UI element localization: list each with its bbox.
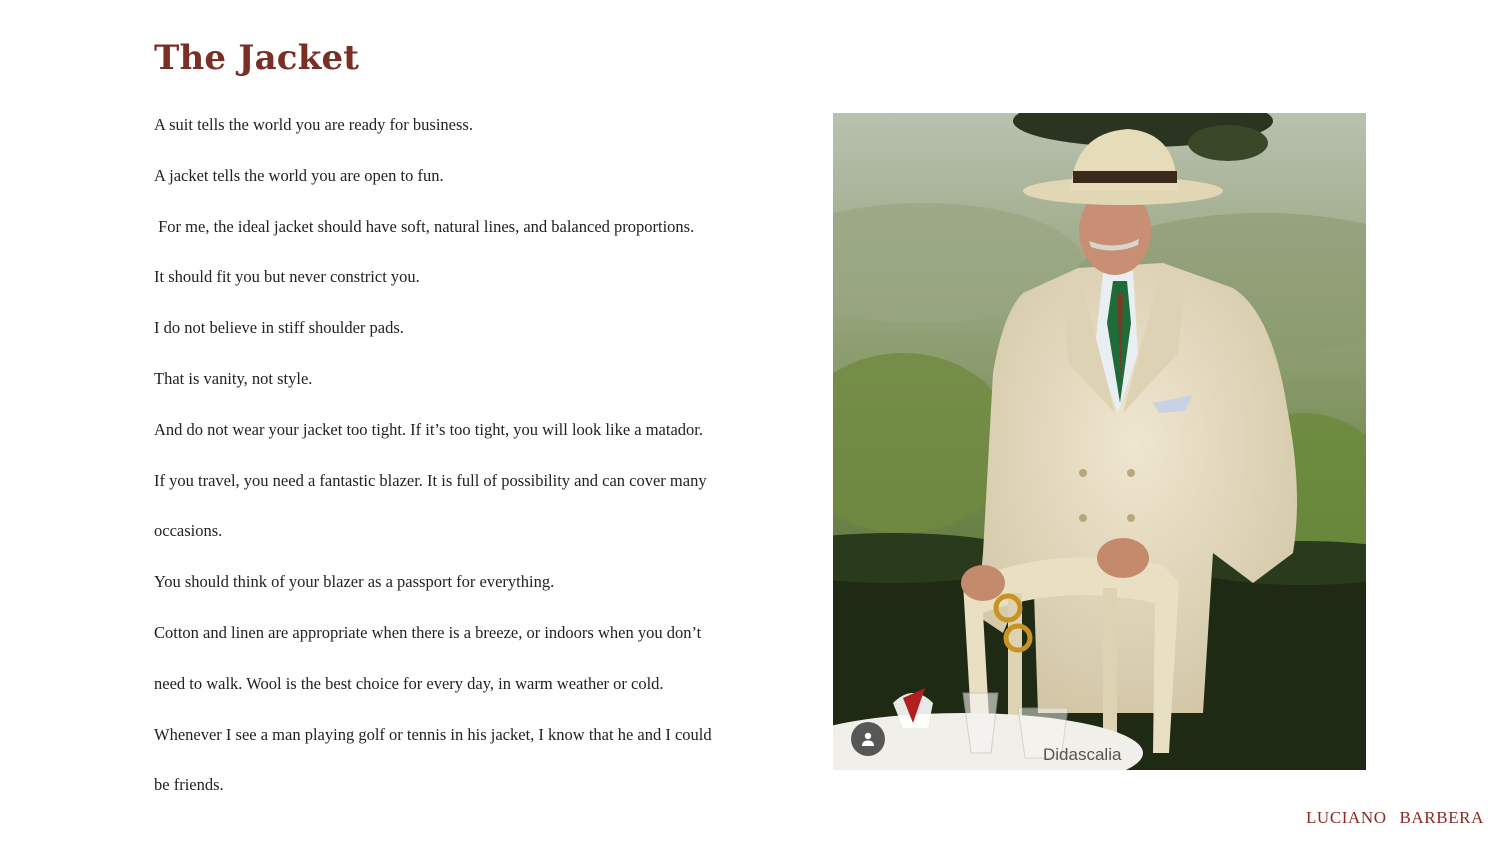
user-icon[interactable] <box>851 722 885 756</box>
portrait-illustration <box>833 113 1366 770</box>
portrait-photo <box>833 113 1366 770</box>
paragraph-line: Whenever I see a man playing golf or tennis in his jacket, I know that he and I could <box>154 724 712 744</box>
paragraph-line: That is vanity, not style. <box>154 368 313 388</box>
paragraph-line: And do not wear your jacket too tight. If it’s too tight, you will look like a matador. <box>154 419 703 439</box>
paragraph-line: be friends. <box>154 775 224 795</box>
brand-logo-text: LUCIANO BARBERA <box>1305 808 1484 827</box>
page-title: The Jacket <box>154 38 360 78</box>
paragraph-line: Cotton and linen are appropriate when there is a breeze, or indoors when you don’t <box>154 622 702 642</box>
paragraph-line: A jacket tells the world you are open to fun. <box>154 165 444 185</box>
paragraph-line: It should fit you but never constrict you. <box>154 267 420 287</box>
paragraph-line: need to walk. Wool is the best choice for every day, in warm weather or cold. <box>154 673 664 693</box>
paragraph-line: occasions. <box>154 521 223 541</box>
body-text <box>154 114 774 825</box>
paragraph-line: You should think of your blazer as a passport for everything. <box>154 572 555 592</box>
paragraph-line: I do not believe in stiff shoulder pads. <box>154 318 404 338</box>
photo-caption: Didascalia <box>1043 745 1122 764</box>
paragraph-line: If you travel, you need a fantastic blazer. It is full of possibility and can cover many <box>154 470 707 490</box>
paragraph-line: A suit tells the world you are ready for business. <box>154 115 473 134</box>
user-icon-glyph <box>860 731 876 747</box>
paragraph-line: For me, the ideal jacket should have soft, natural lines, and balanced proportions. <box>154 216 695 236</box>
